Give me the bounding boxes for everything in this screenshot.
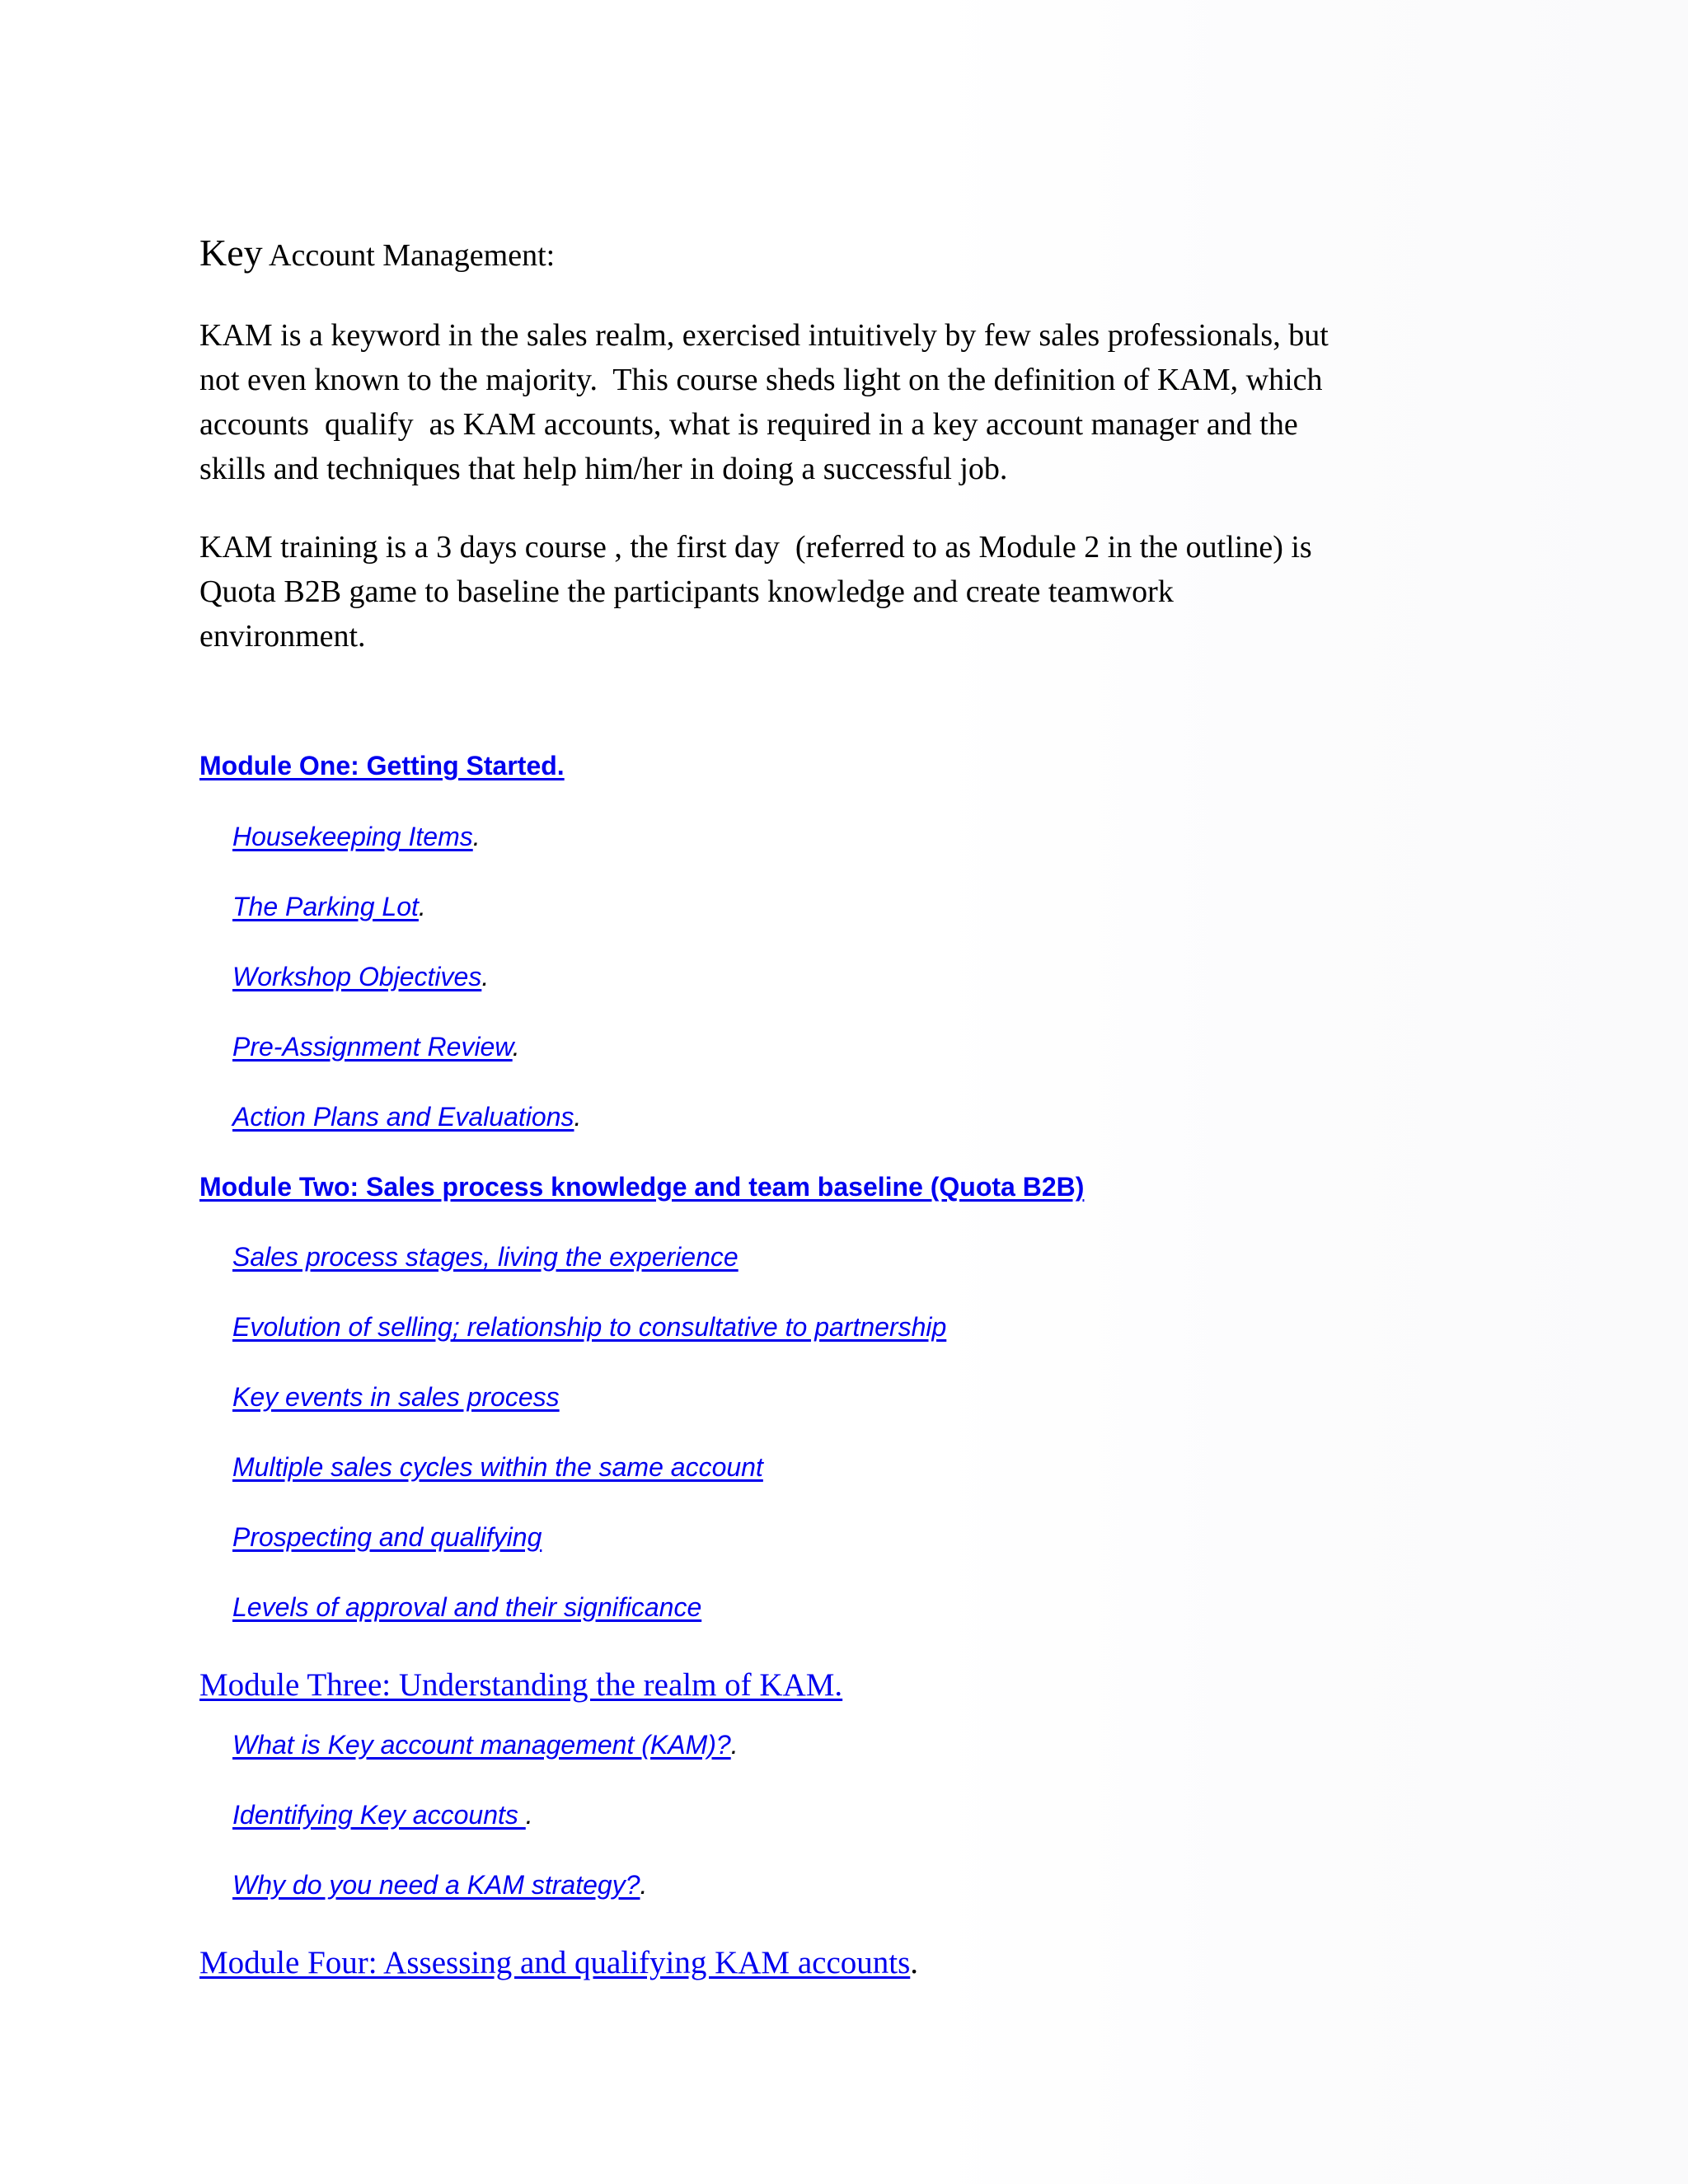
sales-process-stages-link[interactable]: Sales process stages, living the experience — [232, 1242, 738, 1272]
module-two-item — [232, 1242, 738, 1272]
action-plans-link[interactable]: Action Plans and Evaluations — [232, 1102, 574, 1132]
prospecting-qualifying-link[interactable]: Prospecting and qualifying — [232, 1522, 542, 1552]
module-three-item — [232, 1730, 738, 1760]
paragraph-line: KAM training is a 3 days course , the first day (referred to as Module 2 in the outline) is — [199, 530, 1312, 565]
title-rest: Account Management: — [262, 238, 556, 273]
module-one-item — [232, 962, 489, 992]
pre-assignment-review-link[interactable]: Pre-Assignment Review — [232, 1032, 513, 1062]
item-period: . — [418, 892, 426, 921]
what-is-kam-link[interactable]: What is Key account management (KAM)? — [232, 1730, 731, 1760]
multiple-sales-cycles-link[interactable]: Multiple sales cycles within the same account — [232, 1452, 763, 1482]
module-one-heading — [199, 751, 565, 781]
title-first-word: Key — [199, 232, 263, 274]
module-two-item — [232, 1452, 763, 1483]
module-one-item — [232, 892, 426, 922]
item-period: . — [512, 1032, 520, 1062]
module-two-item — [232, 1592, 701, 1623]
paragraph-line: environment. — [199, 619, 366, 654]
module-three-link[interactable]: Module Three: Understanding the realm of KAM. — [199, 1667, 843, 1703]
course-paragraph — [199, 525, 1518, 658]
item-period: . — [730, 1730, 738, 1760]
evolution-of-selling-link[interactable]: Evolution of selling; relationship to consultative to partnership — [232, 1312, 947, 1342]
item-period: . — [910, 1945, 919, 1980]
housekeeping-items-link[interactable]: Housekeeping Items — [232, 822, 473, 851]
identifying-key-accounts-link[interactable]: Identifying Key accounts — [232, 1800, 526, 1830]
item-period: . — [574, 1102, 582, 1132]
item-period: . — [640, 1870, 648, 1900]
module-one-item — [232, 822, 481, 852]
module-two-item — [232, 1382, 560, 1413]
document-title — [199, 231, 555, 274]
paragraph-line: skills and techniques that help him/her in doing a successful job. — [199, 452, 1008, 486]
paragraph-line: not even known to the majority. This course sheds light on the definition of KAM, which — [199, 363, 1323, 397]
item-period: . — [481, 962, 490, 991]
paragraph-line: KAM is a keyword in the sales realm, exercised intuitively by few sales professionals, but — [199, 318, 1329, 353]
kam-strategy-link[interactable]: Why do you need a KAM strategy? — [232, 1870, 640, 1900]
module-two-link[interactable]: Module Two: Sales process knowledge and team baseline (Quota B2B) — [199, 1172, 1085, 1202]
module-three-item — [232, 1870, 647, 1900]
module-one-item — [232, 1032, 520, 1062]
intro-paragraph — [199, 313, 1518, 491]
module-one-link[interactable]: Module One: Getting Started. — [199, 751, 565, 780]
module-two-item — [232, 1522, 542, 1553]
module-one-item — [232, 1102, 581, 1132]
paragraph-line: Quota B2B game to baseline the participants knowledge and create teamwork — [199, 574, 1174, 609]
module-three-heading — [199, 1666, 842, 1704]
parking-lot-link[interactable]: The Parking Lot — [232, 892, 419, 921]
levels-of-approval-link[interactable]: Levels of approval and their significance — [232, 1592, 702, 1622]
workshop-objectives-link[interactable]: Workshop Objectives — [232, 962, 482, 991]
module-three-item — [232, 1800, 533, 1830]
item-period: . — [525, 1800, 533, 1830]
paragraph-line: accounts qualify as KAM accounts, what is required in a key account manager and the — [199, 407, 1298, 442]
item-period: . — [472, 822, 481, 851]
key-events-link[interactable]: Key events in sales process — [232, 1382, 560, 1412]
module-two-item — [232, 1312, 946, 1343]
module-four-heading — [199, 1944, 918, 1981]
module-two-heading — [199, 1172, 1084, 1202]
module-four-link[interactable]: Module Four: Assessing and qualifying KAM accounts — [199, 1945, 911, 1980]
